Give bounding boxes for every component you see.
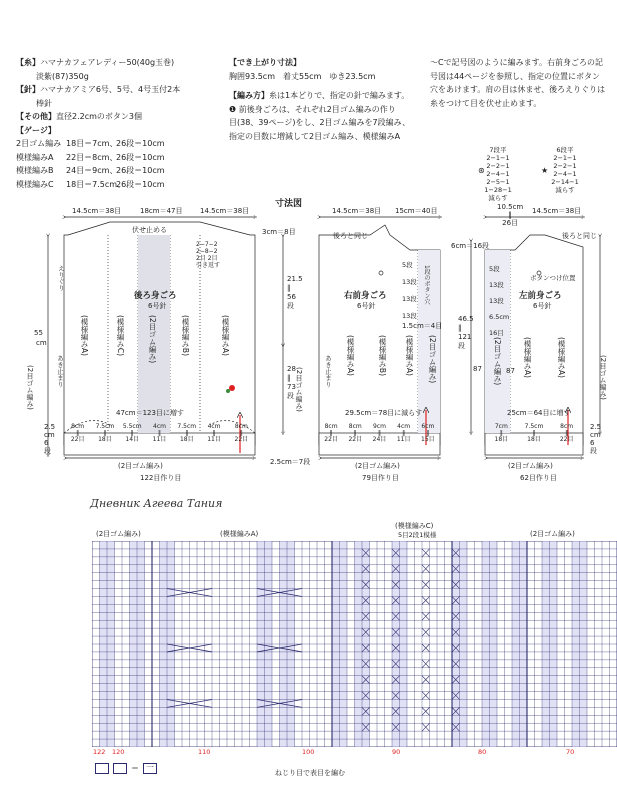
method-cont-3: 穴をあけます。肩の目は休ませ、後ろえりぐりは <box>430 85 606 94</box>
decrease-step: 2−1−1 <box>486 154 510 162</box>
bottom-column-cm: 7.5cm <box>95 423 115 430</box>
rf-cast-on: 79目作り目 <box>362 474 399 482</box>
decrease-step: 2−2−1 <box>553 162 577 170</box>
finished-heading: 【でき上がり寸法】 <box>229 58 301 67</box>
rf-neck: 6cm＝16段 <box>451 242 490 250</box>
decrease-step: 2−14−1 <box>551 178 579 186</box>
rf-rows-87: 87 <box>473 365 482 373</box>
chart-column-number: 70 <box>566 748 575 756</box>
decrease-step: 2−4−1 <box>553 170 577 178</box>
lf-pattern-rib: (2目ゴム編み) <box>493 337 502 386</box>
method-line-3: 指定の目数に増減して2目ゴム編み、模様編みA <box>229 131 401 141</box>
back-armhole-height: 21.5 ‖ 56 段 <box>287 275 303 310</box>
gauge-stitches: 24目＝9cm、 <box>66 166 118 175</box>
lf-top-dim-left: 10.5cm ‖ 26目 <box>497 203 524 227</box>
gauge-rows: 26段＝10cm <box>116 139 165 148</box>
back-side-rib: (2目ゴム編み) <box>26 365 34 410</box>
gauge-name: 模様編みC <box>16 179 54 189</box>
rf-top-dim-right: 15cm＝40目 <box>395 207 438 215</box>
lf-button-pos: ボタンつけ位置 <box>530 274 576 282</box>
back-top-dim-center: 18cm＝47目 <box>140 207 183 215</box>
back-neck-dec: 2−7−2 2−8−2 2目 2目 引き返す <box>196 241 221 269</box>
lf-height: 87 <box>506 367 515 375</box>
back-pattern-a-right: (模様編みA) <box>221 315 230 356</box>
back-pattern-a-left: (模様編みA) <box>80 315 89 356</box>
bottom-column-cm: 7.5cm <box>177 423 197 430</box>
lf-shoulder: 後ろと同じ <box>562 232 597 240</box>
back-name: 後ろ身ごろ <box>134 291 177 301</box>
method-line-2: 目(38、39ページ)をし、2目ゴム編みを7段編み、 <box>229 118 411 127</box>
gauge-name: 模様編みB <box>16 166 54 175</box>
lf-side-rib: (2目ゴム編み) <box>599 355 607 400</box>
lf-rib-rows: 2.5 cm 6 段 <box>590 423 602 455</box>
back-rib-rows: 2.5 cm 6 段 <box>44 423 56 455</box>
back-increase: 47cm＝123目に増す <box>116 409 184 417</box>
bottom-column-cm: 7cm <box>494 423 508 430</box>
gauge-rows: 26段＝10cm <box>116 152 165 162</box>
gauge-stitches: 18目＝7.5cm、 <box>66 179 126 189</box>
bottom-column-sts: 22目 <box>559 436 574 443</box>
bottom-column-sts: 18目 <box>98 436 112 443</box>
rf-needle: 6号針 <box>357 302 376 310</box>
bottom-column-sts: 11目 <box>152 436 167 443</box>
back-height: 55 <box>34 329 43 337</box>
rf-pattern-rib: (2目ゴム編み) <box>428 335 437 384</box>
lf-cast-on: 62目作り目 <box>520 474 557 482</box>
bottom-column: 8cm ‖ 22目 <box>343 424 367 444</box>
gauge-rows: 26段＝10cm <box>116 166 165 175</box>
bottom-column: 7.5cm ‖ 18目 <box>91 424 118 444</box>
rf-hem: (2目ゴム編み) <box>355 462 400 470</box>
bottom-column-cm: 8cm <box>324 423 338 430</box>
bottom-column: 8cm ‖ 22目 <box>64 424 91 444</box>
back-armhole: 3cm＝8目 <box>262 228 296 236</box>
legend-knit-box <box>95 763 109 774</box>
bottom-column-cm: 4cm <box>207 423 221 430</box>
bottom-column-sts: 18目 <box>527 436 541 443</box>
rf-hole-pos: 1.5cm＝4目 <box>402 322 443 330</box>
lf-hem: (2目ゴム編み) <box>508 462 553 470</box>
back-side-label: あき止まり <box>56 355 64 388</box>
back-top-dim-left: 14.5cm＝38目 <box>72 207 122 215</box>
chart-column-numbers <box>0 748 617 758</box>
lf-bottom-cols <box>485 424 583 444</box>
legend-purl-box <box>113 763 127 774</box>
bottom-column-sts: 22目 <box>324 436 338 443</box>
lf-needle: 6号針 <box>533 302 552 310</box>
chart-column-number: 90 <box>392 748 401 756</box>
bottom-column-sts: 18目 <box>179 436 194 443</box>
back-pattern-c: (模様編みC) <box>116 315 125 357</box>
gauge-row <box>16 137 226 151</box>
other-line: 【その他】直径2.2cmのボタン3個 <box>16 112 143 121</box>
rf-shoulder: 後ろと同じ <box>333 232 368 240</box>
rf-pattern-a: (模様編みA) <box>346 335 355 376</box>
bottom-column: 4cm ‖ 11目 <box>146 424 173 444</box>
back-needle: 6号針 <box>148 302 167 310</box>
chart-footer-note: ねじり目で表目を編む <box>275 769 345 777</box>
lf-name: 左前身ごろ <box>519 291 562 301</box>
circle-marker-icon: ⊛ <box>478 166 485 175</box>
back-cast-on: 122目作り目 <box>140 474 182 482</box>
lf-increase: 25cm＝64目に増す <box>507 409 571 417</box>
chart-label-rib-left: (2目ゴム編み) <box>96 530 141 538</box>
method-cont-4: 糸をつけて目を伏せ止めます。 <box>430 98 542 108</box>
bottom-column-sts: 22目 <box>70 436 85 443</box>
rf-side-label: あき止まり <box>324 355 332 388</box>
back-side-rib-right: (2目ゴム編み) <box>295 367 303 412</box>
method-cont-1: 〜Cで記号図のように編みます。右前身ごろの記 <box>430 58 603 67</box>
needle-line: 【針】ハマナカアミア6号、5号、4号玉付2本 <box>16 85 181 94</box>
chart-column-number: 120 <box>112 748 125 756</box>
gauge-row <box>16 151 226 165</box>
back-pattern-rib: (2目ゴム編み) <box>148 315 157 364</box>
lf-pattern-a2: (模様編みA) <box>557 337 566 378</box>
lf-side-dims: 5段 13段 13段 6.5cm 16目 <box>489 265 510 337</box>
rf-hole-label: 1段のボタン穴 <box>423 265 430 305</box>
bottom-column-cm: 7.5cm <box>524 423 544 430</box>
gauge-name: 2目ゴム編み <box>16 139 62 148</box>
method-block <box>229 56 419 143</box>
stitch-chart <box>92 541 617 747</box>
bottom-column: 4cm ‖ 11目 <box>392 424 416 444</box>
decrease-step: 2−2−1 <box>486 162 510 170</box>
bottom-column-cm: 8cm <box>234 423 248 430</box>
rf-decrease: 29.5cm＝78目に減らす <box>345 409 423 417</box>
chart-label-pattern-c: (模様編みC) <box>395 522 434 530</box>
bottom-column: 6cm ‖ 15目 <box>416 424 440 444</box>
bottom-column: 7cm ‖ 18目 <box>485 424 518 444</box>
method-intro: 【編み方】糸は1本どりで、指定の針で編みます。 <box>229 91 410 100</box>
decrease-step: 減らす <box>488 194 508 202</box>
method-step-1: ❶ 前後身ごろは、それぞれ2目ゴム編みの作り <box>229 104 396 114</box>
chart-legend <box>95 763 157 774</box>
bottom-column: 4cm ‖ 11目 <box>200 424 227 444</box>
decrease-step: 減らす <box>555 186 575 194</box>
decrease-step: 1−28−1 <box>484 186 512 194</box>
back-height-unit: cm <box>36 339 47 347</box>
method-cont-block <box>430 56 615 110</box>
bottom-column-cm: 6cm <box>421 423 435 430</box>
materials-block <box>16 56 226 191</box>
bottom-column-cm: 8cm <box>348 423 362 430</box>
back-body-height: 28 ‖ 73 段 <box>287 365 296 400</box>
finished-size: 胸囲93.5cm 着丈55cm ゆき23.5cm <box>229 71 376 81</box>
bottom-column-sts: 15目 <box>421 436 435 443</box>
gauge-stitches: 18目＝7cm、 <box>66 139 118 148</box>
star-marker-icon: ★ <box>541 166 549 175</box>
legend-purl-symbol: 一 <box>143 763 157 774</box>
decrease-step: 2−5−1 <box>486 178 510 186</box>
back-erigari-label: えりぐり <box>57 265 65 291</box>
watermark: Дневник Агеева Тания <box>90 497 223 510</box>
diagram-title: 寸法図 <box>275 199 303 209</box>
gauge-rows: 26段＝10cm <box>116 179 165 189</box>
bottom-column-cm: 5.5cm <box>122 423 142 430</box>
back-bottom-rows: 2.5cm＝7段 <box>270 458 311 466</box>
rf-height: 46.5 ‖ 121 段 <box>458 315 474 350</box>
back-bind-off: 伏せ止める <box>132 226 167 234</box>
back-hem: (2目ゴム編み) <box>118 462 163 470</box>
gauge-heading: 【ゲージ】 <box>16 125 56 135</box>
chart-column-number: 80 <box>478 748 487 756</box>
chart-column-number: 110 <box>198 748 211 756</box>
gauge-row <box>16 178 226 192</box>
decrease-step: 2−1−1 <box>553 154 577 162</box>
decrease-step: 2−4−1 <box>486 170 510 178</box>
bottom-column-sts: 18目 <box>494 436 509 443</box>
gauge-name: 模様編みA <box>16 152 54 162</box>
bottom-column-sts: 24目 <box>372 436 387 443</box>
bottom-column-sts: 22目 <box>234 436 249 443</box>
lf-top-dim-right: 14.5cm＝38目 <box>532 207 582 215</box>
chart-label-rib-right: (2目ゴム編み) <box>530 530 575 538</box>
bottom-column-cm: 4cm <box>153 423 166 430</box>
method-cont-2: 号図は44ページを参照し、指定の位置にボタン <box>430 71 601 81</box>
chart-column-number: 100 <box>302 748 315 756</box>
bottom-column-cm: 9cm <box>372 423 386 430</box>
legend-equals: ＝ <box>131 764 139 773</box>
bottom-column: 7.5cm ‖ 18目 <box>518 424 551 444</box>
bottom-column: 9cm ‖ 24目 <box>367 424 391 444</box>
lf-pattern-a: (模様編みA) <box>523 337 532 378</box>
left-front-labels <box>0 205 617 490</box>
rf-button-holes: 5段 13段 13段 13段 <box>402 261 417 320</box>
yarn-color: 淡紫(87)350g <box>36 71 89 81</box>
gauge-stitches: 22目＝8cm、 <box>66 152 118 162</box>
bottom-column: 5.5cm ‖ 14目 <box>119 424 146 444</box>
chart-column-number: 122 <box>93 748 106 756</box>
rf-pattern-a2: (模様編みA) <box>405 335 414 376</box>
back-top-dim-right: 14.5cm＝38目 <box>200 207 250 215</box>
chart-label-pattern-a: (模様編みA) <box>220 530 259 538</box>
bottom-column-cm: 4cm <box>397 423 411 430</box>
decrease-step: 7段平 <box>489 146 507 154</box>
rf-name: 右前身ごろ <box>344 291 387 301</box>
yarn-line: 【糸】ハマナカフェアレディー50(40g玉巻) <box>16 58 175 67</box>
bottom-column-sts: 11目 <box>396 436 411 443</box>
chart-label-repeat: 5目2段1模様 <box>398 531 437 539</box>
step-number: ❶ <box>229 104 237 114</box>
bottom-column-cm: 8cm <box>560 423 574 430</box>
bottom-column: 8cm ‖ 22目 <box>228 424 255 444</box>
bottom-column-sts: 22目 <box>348 436 363 443</box>
gauge-row <box>16 164 226 178</box>
bottom-column-sts: 14目 <box>125 436 140 443</box>
needle-line-2: 棒針 <box>36 98 52 108</box>
rf-top-dim-left: 14.5cm＝38目 <box>332 207 382 215</box>
bottom-column: 7.5cm ‖ 18目 <box>173 424 200 444</box>
gauge-table <box>16 137 226 191</box>
bottom-column: 8cm ‖ 22目 <box>550 424 583 444</box>
bottom-column-cm: 8cm <box>71 423 85 430</box>
decrease-step: 6段平 <box>556 146 574 154</box>
rf-pattern-b: (模様編みB) <box>378 335 387 376</box>
back-pattern-b: (模様編みB) <box>181 315 190 356</box>
bottom-column: 8cm ‖ 22目 <box>319 424 343 444</box>
bottom-column-sts: 11目 <box>207 436 221 443</box>
